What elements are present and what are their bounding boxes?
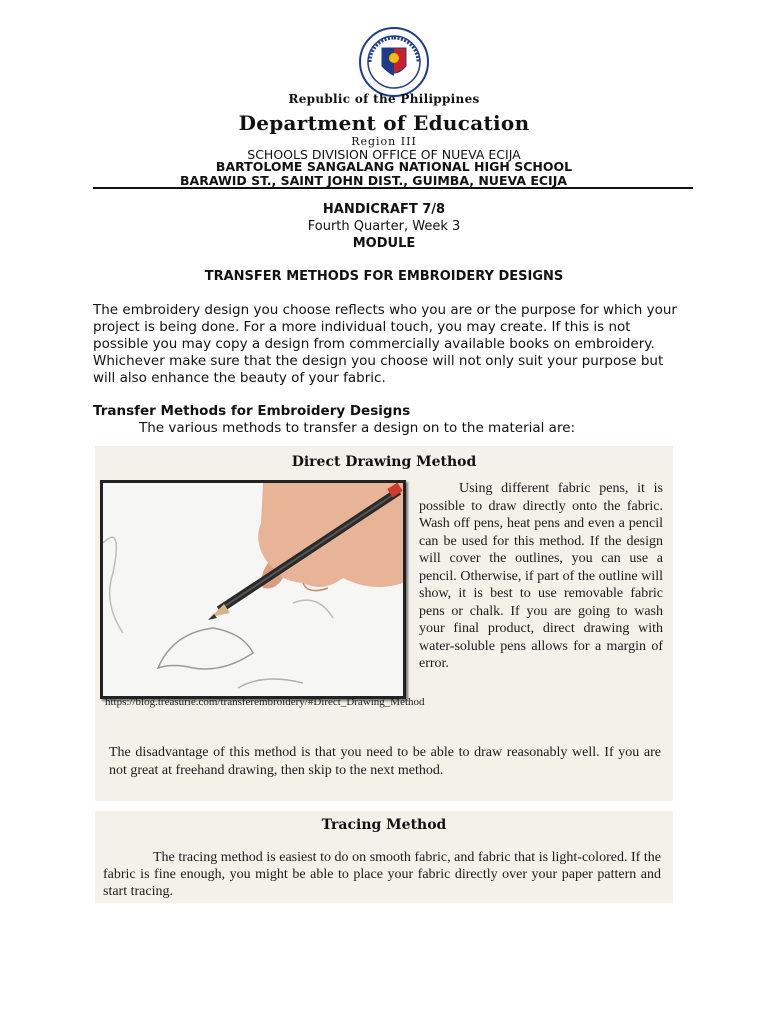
- division-line: SCHOOLS DIVISION OFFICE OF NUEVA ECIJA: [247, 147, 521, 162]
- school-address: BARAWID ST., SAINT JOHN DIST., GUIMBA, NUEVA ECIJA: [180, 173, 568, 188]
- section-heading: Transfer Methods for Embroidery Designs: [93, 403, 411, 419]
- deped-seal-logo: [358, 26, 430, 98]
- direct-drawing-body-text: Using different fabric pens, it is possible to draw directly onto the fabric. Wash off pens, heat pens and even a pencil can be used for this method. If the design will cover the outlines, you can use a pencil. Otherwise, if part of the outline will show, it is best to use removable fabric pens or chalk. If you are going to wash your final product, direct drawing with water-soluble pens allows for a margin of error.: [419, 481, 663, 671]
- school-name: BARTOLOME SANGALANG NATIONAL HIGH SCHOOL: [215, 159, 573, 174]
- module-title: TRANSFER METHODS FOR EMBROIDERY DESIGNS: [204, 269, 564, 284]
- department-name: Department of Education: [238, 111, 530, 135]
- quarter-week: Fourth Quarter, Week 3: [307, 219, 461, 234]
- section-lead: The various methods to transfer a design on to the material are:: [139, 420, 576, 436]
- tracing-body: [103, 849, 661, 900]
- header-divider: [93, 187, 693, 189]
- republic-line: Republic of the Philippines: [288, 92, 480, 106]
- intro-paragraph: The embroidery design you choose reflects who you are or the purpose for which your project is being done. For a more individual touch, you may create. If this is not possible you may copy a design from commercially available books on embroidery. Whichever make sure that the design you choose will not only suit your purpose but will also enhance the beauty of your fabric.: [93, 302, 677, 386]
- photo-source-link[interactable]: https://blog.treasurie.com/transferembroidery/#Direct_Drawing_Method: [105, 696, 425, 708]
- drawing-photo: [100, 480, 406, 699]
- tracing-panel: [95, 811, 673, 903]
- tracing-title: Tracing Method: [321, 817, 447, 833]
- direct-drawing-body: [419, 480, 663, 673]
- tracing-body-text: The tracing method is easiest to do on smooth fabric, and fabric that is light-colored. If the fabric is fine enough, you might be able to place your fabric directly over your paper pattern and start tracing.: [103, 850, 661, 899]
- module-label: MODULE: [352, 236, 416, 251]
- direct-drawing-title: Direct Drawing Method: [291, 454, 477, 470]
- direct-drawing-disadvantage: The disadvantage of this method is that you need to be able to draw reasonably well. If you are not great at freehand drawing, then skip to the next method.: [109, 745, 661, 778]
- subject-title: HANDICRAFT 7/8: [322, 202, 446, 217]
- region-line: Region III: [351, 135, 417, 148]
- direct-drawing-panel: [95, 446, 673, 801]
